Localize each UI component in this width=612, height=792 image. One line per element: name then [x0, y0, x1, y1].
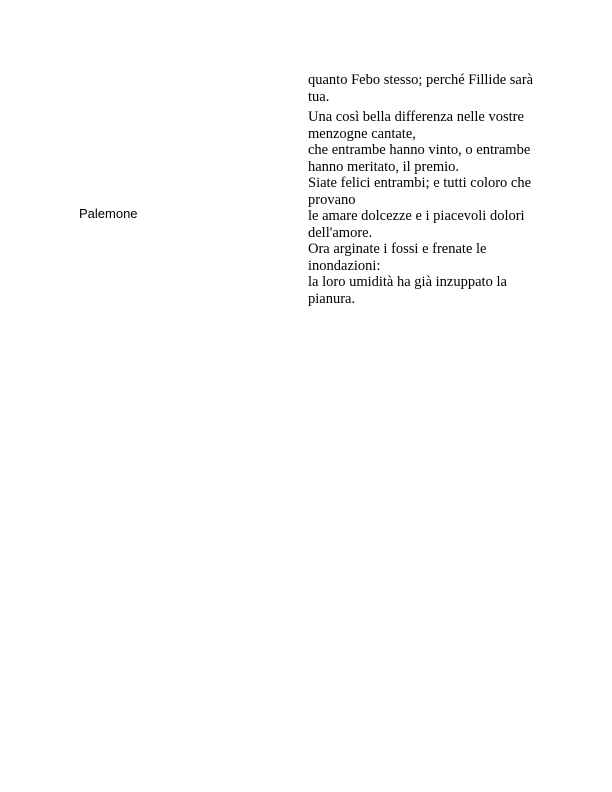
verse-line: Ora arginate i fossi e frenate le inondazioni: — [308, 241, 487, 274]
verse-line: quanto Febo stesso; perché Fillide sarà tua. — [308, 72, 534, 105]
verse-line: Siate felici entrambi; e tutti coloro che provano — [308, 175, 532, 208]
verse-line: le amare dolcezze e i piacevoli dolori dell'amore. — [308, 208, 525, 241]
verse-line: Una così bella differenza nelle vostre menzogne cantate, — [308, 109, 524, 142]
verse-line: la loro umidità ha già inzuppato la pianura. — [308, 274, 507, 307]
speaker-name: Palemone — [79, 206, 138, 221]
verse-block — [308, 72, 540, 307]
verse-line: che entrambe hanno vinto, o entrambe hanno meritato, il premio. — [308, 142, 531, 175]
